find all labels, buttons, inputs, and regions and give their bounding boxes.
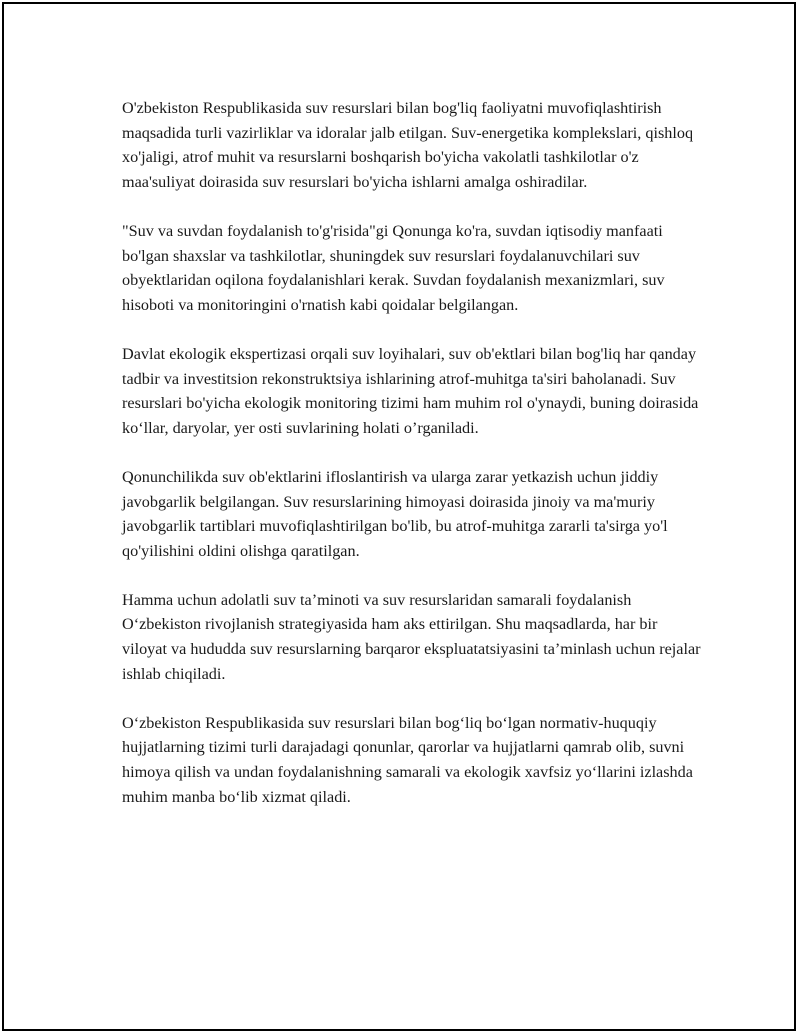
paragraph-3: Davlat ekologik ekspertizasi orqali suv loyihalari, suv ob'ektlari bilan bog'liq har qanday tadbir va investitsion rekonstruktsiya ishlarining atrof-muhitga ta'siri baholanadi. Suv resurslari bo'yicha ekologik monitoring tizimi ham muhim rol o'ynaydi, buning doirasida ko‘llar, daryolar, yer osti suvlarining holati o’rganiladi. [122, 344, 699, 437]
paragraph-4: Qonunchilikda suv ob'ektlarini ifloslantirish va ularga zarar yetkazish uchun jiddiy javobgarlik belgilangan. Suv resurslarining himoyasi doirasida jinoiy va ma'muriy javobgarlik tartiblari muvofiqlashtirilgan bo'lib, bu atrof-muhitga zararli ta'sirga yo'l qo'yilishini oldini olishga qaratilgan. [122, 467, 668, 560]
document-body [122, 96, 702, 834]
paragraph-2: "Suv va suvdan foydalanish to'g'risida"gi Qonunga ko'ra, suvdan iqtisodiy manfaati bo'lgan shaxslar va tashkilotlar, shuningdek suv resurslari foydalanuvchilari suv obyektlaridan oqilona foydalanishlari kerak. Suvdan foydalanish mexanizmlari, suv hisoboti va monitoringini o'rnatish kabi qoidalar belgilangan. [122, 221, 665, 314]
paragraph-6: O‘zbekiston Respublikasida suv resurslari bilan bog‘liq bo‘lgan normativ-huquqiy hujjatlarning tizimi turli darajadagi qonunlar, qarorlar va hujjatlarni qamrab olib, suvni himoya qilish va undan foydalanishning samarali va ekologik xavfsiz yo‘llarini izlashda muhim manba bo‘lib xizmat qiladi. [122, 713, 693, 806]
page-frame [2, 2, 796, 1031]
paragraph-5: Hamma uchun adolatli suv ta’minoti va suv resurslaridan samarali foydalanish O‘zbekiston rivojlanish strategiyasida ham aks ettirilgan. Shu maqsadlarda, har bir viloyat va hududda suv resurslarning barqaror ekspluatatsiyasini ta’minlash uchun rejalar ishlab chiqiladi. [122, 590, 701, 683]
paragraph-1: O'zbekiston Respublikasida suv resurslari bilan bog'liq faoliyatni muvofiqlashtirish maqsadida turli vazirliklar va idoralar jalb etilgan. Suv-energetika komplekslari, qishloq xo'jaligi, atrof muhit va resurslarni boshqarish bo'yicha vakolatli tashkilotlar o'z maa'suliyat doirasida suv resurslari bo'yicha ishlarni amalga oshiradilar. [122, 99, 694, 191]
